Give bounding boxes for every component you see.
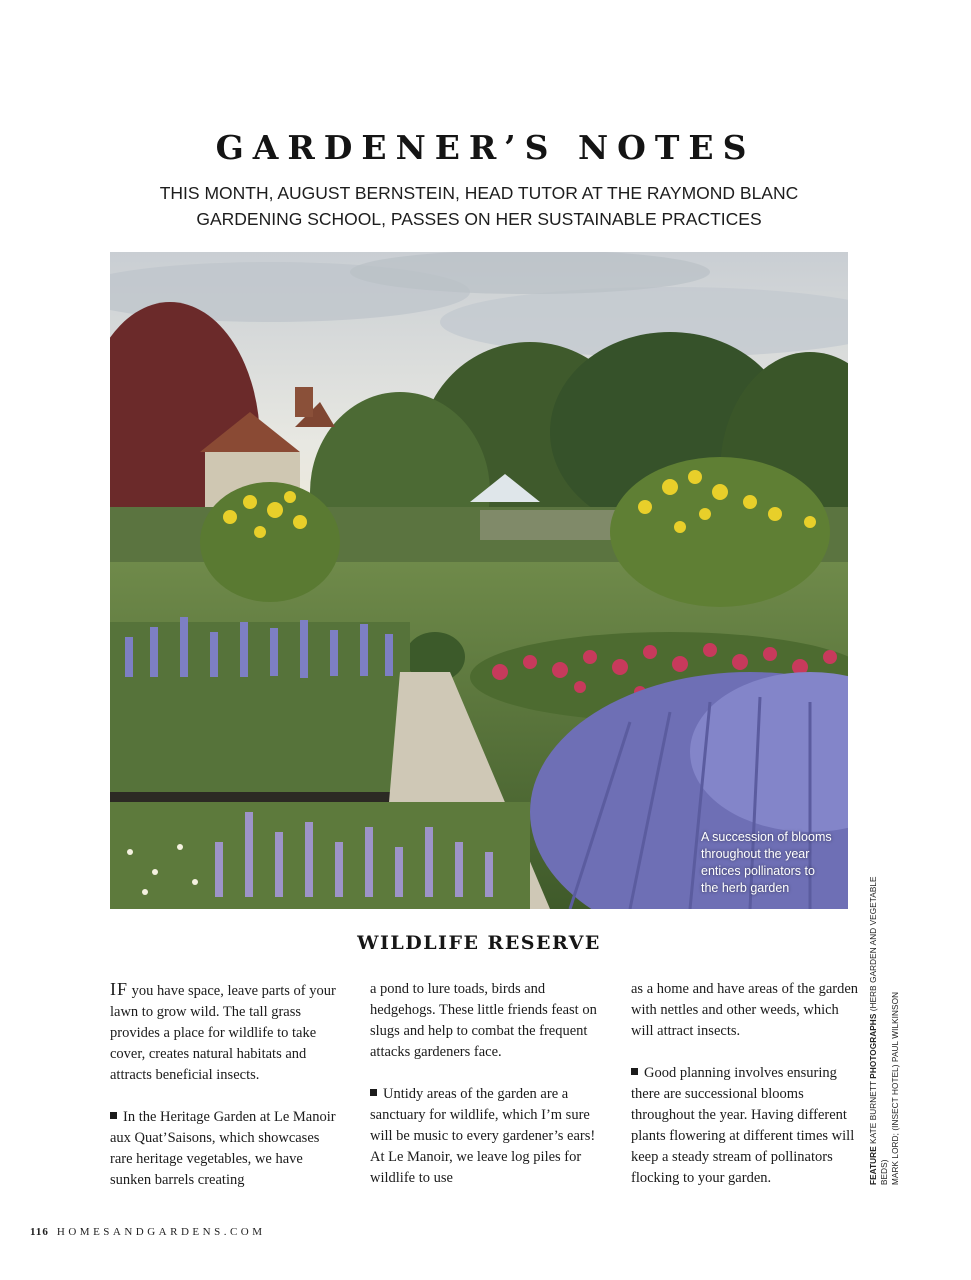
caption-line-3: entices pollinators to <box>701 864 815 878</box>
article-column-1 <box>110 979 338 1212</box>
section-heading: WILDLIFE RESERVE <box>357 932 601 954</box>
photo-caption <box>701 829 841 897</box>
paragraph-text: In the Heritage Garden at Le Manoir aux Quat’Saisons, which showcases rare heritage vegetables, we have sunken barrels creating <box>110 1109 336 1188</box>
article-column-2 <box>370 979 598 1210</box>
credit-photos-label: PHOTOGRAPHS <box>869 1013 878 1079</box>
credit-photos-text: (HERB GARDEN AND VEGETABLE BEDS) <box>869 876 889 1185</box>
paragraph-text: a pond to lure toads, birds and hedgehogs. These little friends feast on slugs and help to combat the frequent attacks gardeners face. <box>370 981 597 1060</box>
paragraph <box>110 979 338 1086</box>
article-column-3 <box>631 979 859 1210</box>
paragraph <box>110 1107 338 1191</box>
caption-line-1: A succession of blooms <box>701 830 832 844</box>
site-url: HOMESANDGARDENS.COM <box>56 1226 266 1238</box>
paragraph-text: Good planning involves ensuring there are successional blooms throughout the year. Having different plants flowering at different times will keep a steady stream of pollinators flocking to your garden. <box>631 1065 855 1186</box>
paragraph <box>631 979 859 1042</box>
garden-illustration <box>110 252 848 909</box>
page-number: 116 <box>30 1226 49 1238</box>
paragraph-text: as a home and have areas of the garden with nettles and other weeds, which will attract insects. <box>631 981 859 1039</box>
credit-photos-text-2: MARK LORD; (INSECT HOTEL) PAUL WILKINSON <box>891 991 900 1185</box>
herb-garden-photo <box>110 252 848 909</box>
photo-credits <box>868 865 898 1185</box>
credit-feature-label: FEATURE <box>869 1146 878 1185</box>
subtitle-line-1: THIS MONTH, AUGUST BERNSTEIN, HEAD TUTOR AT THE RAYMOND BLANC <box>159 183 799 203</box>
subtitle-line-2: GARDENING SCHOOL, PASSES ON HER SUSTAINABLE PRACTICES <box>196 209 762 229</box>
bullet-square-icon <box>631 1068 638 1075</box>
paragraph-text: Untidy areas of the garden are a sanctuary for wildlife, which I’m sure will be music to every gardener’s ears! At Le Manoir, we leave log piles for wildlife to use <box>370 1086 596 1186</box>
drop-cap: IF <box>110 979 129 999</box>
bullet-square-icon <box>110 1112 117 1119</box>
paragraph <box>631 1063 859 1189</box>
credit-feature-name: KATE BURNETT <box>869 1078 878 1147</box>
paragraph <box>370 979 598 1063</box>
page-subtitle <box>140 180 818 232</box>
page-footer <box>30 1226 266 1238</box>
caption-line-4: the herb garden <box>701 881 790 895</box>
bullet-square-icon <box>370 1089 377 1096</box>
page-title: GARDENER’S NOTES <box>215 128 756 167</box>
paragraph-text: you have space, leave parts of your lawn to grow wild. The tall grass provides a place for wildlife to take cover, creates natural habitats and attracts beneficial insects. <box>110 983 336 1083</box>
caption-line-2: throughout the year <box>701 847 810 861</box>
paragraph <box>370 1084 598 1189</box>
